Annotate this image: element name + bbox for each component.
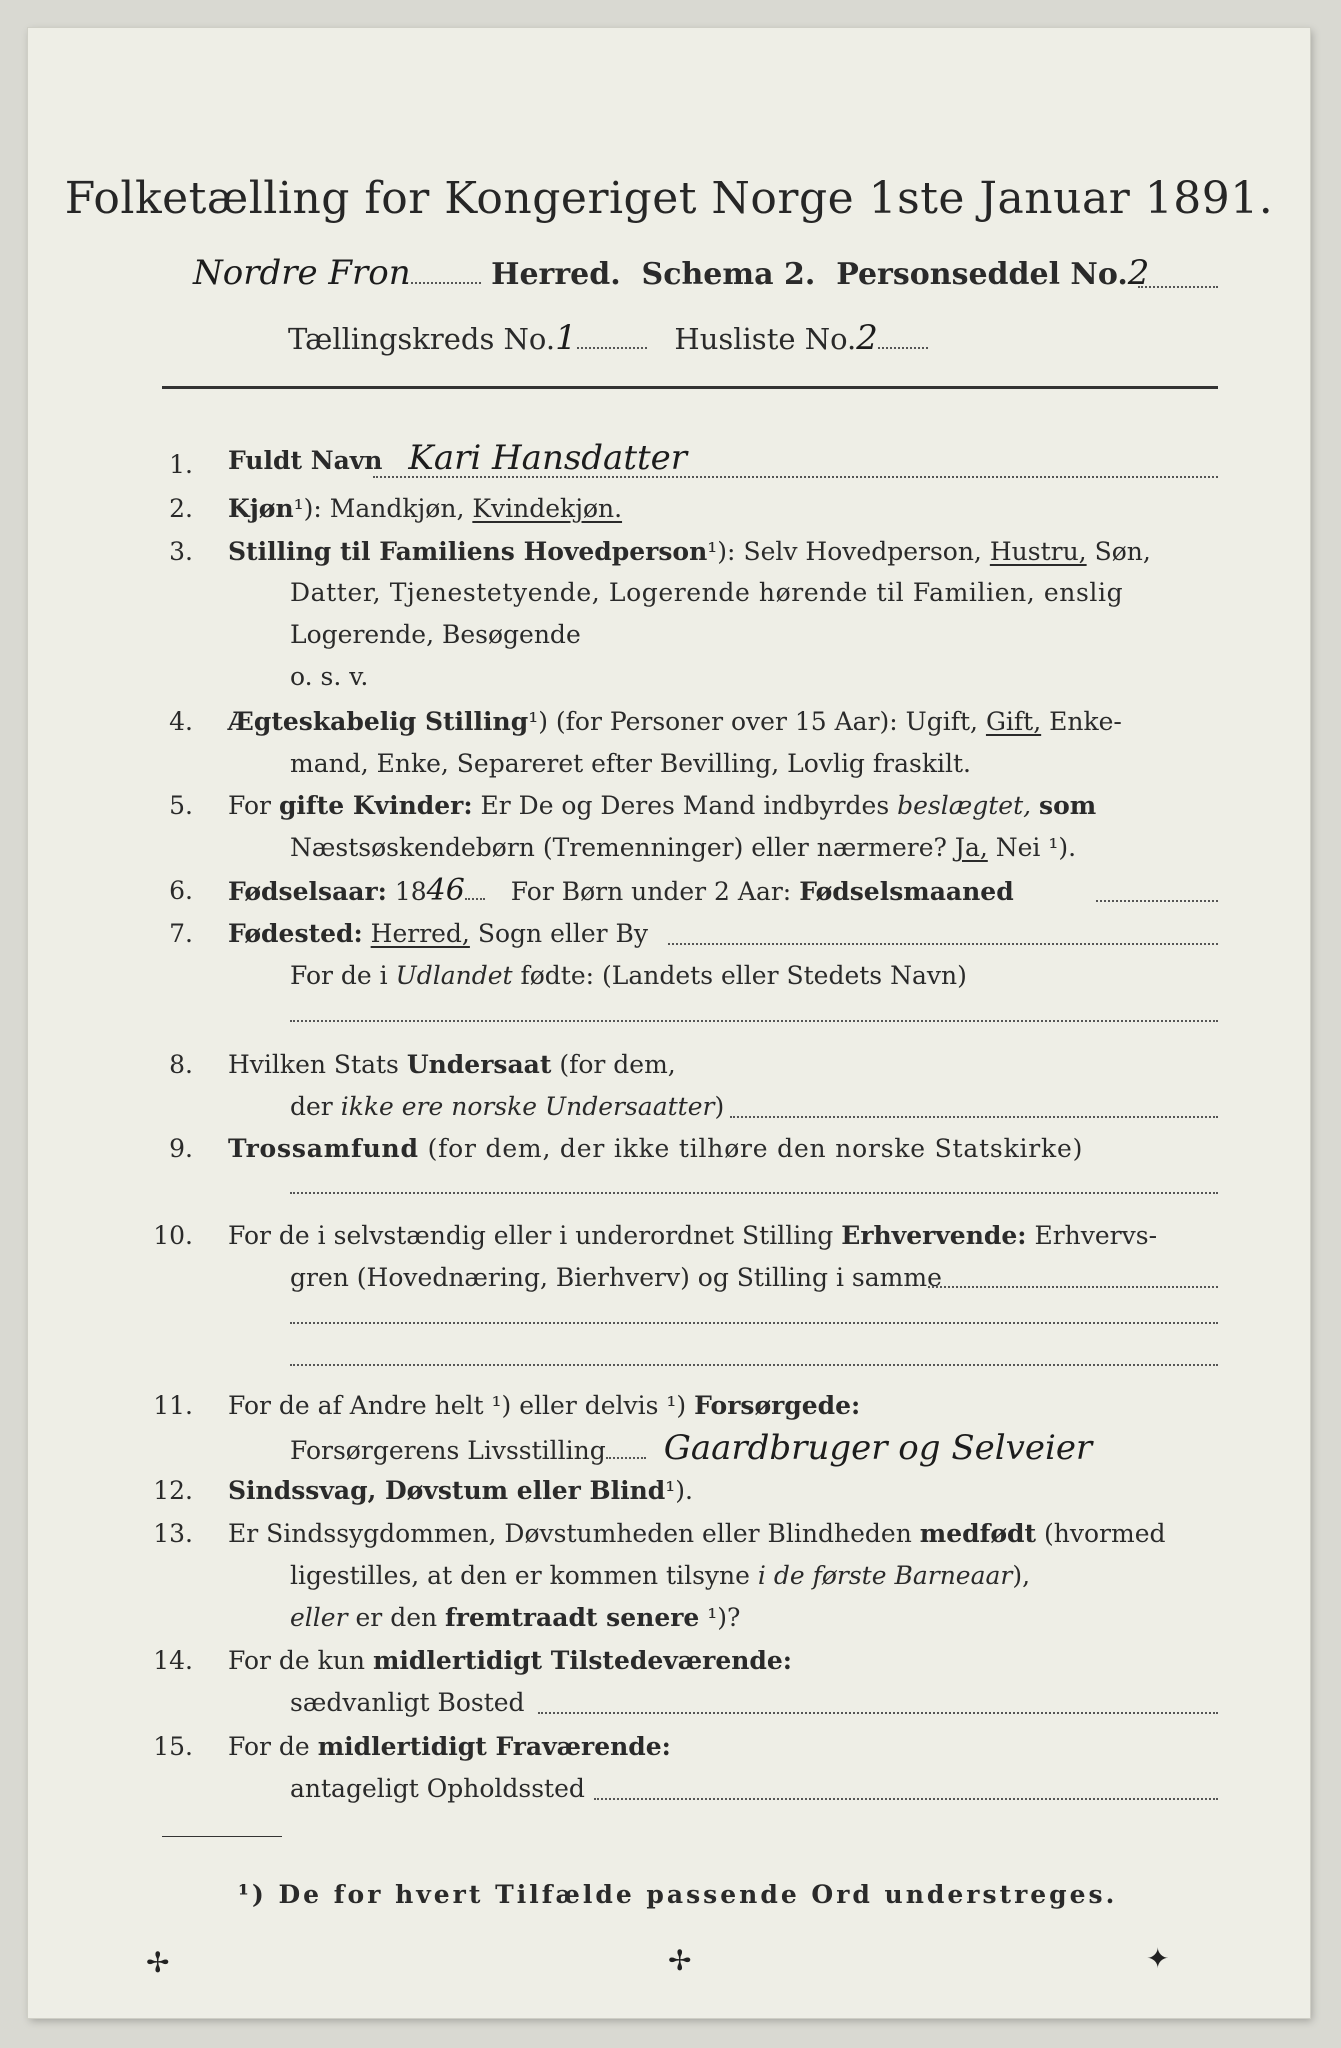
registration-mark-left-icon: ✢ bbox=[146, 1946, 170, 1979]
q5-line2-c: Nei ¹). bbox=[995, 833, 1077, 862]
q8-line2-a: der bbox=[290, 1092, 333, 1121]
q4-row bbox=[228, 707, 1122, 737]
q13-line3-b: er den bbox=[355, 1603, 438, 1632]
q3-text-a: Selv Hovedperson, bbox=[743, 537, 982, 566]
q13-text-b: (hvormed bbox=[1044, 1519, 1166, 1548]
q7-opt-a: Herred, bbox=[370, 919, 470, 948]
registration-mark-right-icon: ✦ bbox=[1146, 1942, 1170, 1975]
q3-row bbox=[228, 537, 1151, 567]
q5-row bbox=[228, 791, 1096, 821]
q4-label: Ægteskabelig Stilling bbox=[228, 707, 529, 736]
husliste-dots bbox=[878, 347, 928, 349]
q2-row bbox=[228, 494, 622, 524]
q11-number: 11. bbox=[153, 1391, 193, 1420]
personseddel-label: Personseddel No. bbox=[836, 257, 1128, 292]
q1-label: Fuldt Navn bbox=[228, 446, 383, 475]
census-form bbox=[28, 28, 1310, 2018]
q7-blank-dots bbox=[290, 1020, 1218, 1022]
q6-row bbox=[228, 873, 1014, 908]
q6-prefix: 18 bbox=[394, 877, 427, 906]
q10-text-b: Erhvervs- bbox=[1034, 1221, 1158, 1250]
kreds-dots bbox=[577, 347, 647, 349]
q2-sup: ¹): bbox=[293, 494, 322, 523]
q8-row bbox=[228, 1050, 676, 1080]
q2-label: Kjøn bbox=[228, 494, 294, 523]
q3-label: Stilling til Familiens Hovedperson bbox=[228, 537, 708, 566]
q4-text-b: Gift, bbox=[985, 707, 1042, 736]
q7-line2 bbox=[290, 961, 967, 991]
q11-line2-text: Forsørgerens Livsstilling bbox=[290, 1436, 606, 1465]
q5-text-a: For bbox=[228, 791, 271, 820]
q2-opt-a: Mandkjøn, bbox=[329, 494, 465, 523]
q14-dots bbox=[538, 1712, 1218, 1714]
q7-text-a: Sogn eller By bbox=[477, 919, 649, 948]
q9-row bbox=[228, 1134, 1083, 1164]
personseddel-dots bbox=[1138, 286, 1218, 288]
kreds-value: 1 bbox=[555, 318, 577, 358]
q13-label: medfødt bbox=[919, 1519, 1037, 1548]
q13-line2-c: ), bbox=[1012, 1561, 1031, 1590]
q11-line2 bbox=[290, 1428, 1093, 1468]
q14-text-a: For de kun bbox=[228, 1646, 366, 1675]
q4-number: 4. bbox=[169, 707, 193, 736]
q7-number: 7. bbox=[169, 919, 193, 948]
q12-number: 12. bbox=[153, 1476, 193, 1505]
form-title: Folketælling for Kongeriget Norge 1ste Januar 1891. bbox=[64, 173, 1274, 224]
footnote: ¹) De for hvert Tilfælde passende Ord understreges. bbox=[238, 1880, 1118, 1909]
q13-row bbox=[228, 1519, 1166, 1549]
q15-label: midlertidigt Fraværende: bbox=[317, 1732, 671, 1761]
q5-label: gifte Kvinder: bbox=[278, 791, 473, 820]
q5-number: 5. bbox=[169, 791, 193, 820]
q10-dots-2 bbox=[290, 1322, 1218, 1324]
herred-label: Herred. bbox=[491, 257, 621, 292]
q13-line3 bbox=[290, 1603, 740, 1633]
q9-label: Trossamfund bbox=[228, 1134, 419, 1163]
q8-label: Undersaat bbox=[406, 1050, 552, 1079]
q13-line2-b: i de første Barneaar bbox=[757, 1561, 1013, 1590]
q11-label: Forsørgede: bbox=[694, 1391, 861, 1420]
q1-number: 1. bbox=[169, 450, 193, 479]
q7-row bbox=[228, 919, 648, 949]
q10-line2: gren (Hovednæring, Bierhverv) og Stilling i samme bbox=[290, 1263, 942, 1292]
kreds-row bbox=[288, 318, 928, 358]
registration-mark-center-icon: ✢ bbox=[668, 1944, 692, 1977]
herred-row bbox=[193, 253, 1149, 293]
q4-text-a: ¹) (for Personer over 15 Aar): Ugift, bbox=[528, 707, 978, 736]
q8-number: 8. bbox=[169, 1050, 193, 1079]
q6-number: 6. bbox=[169, 876, 193, 905]
q3-text-b: Hustru, bbox=[989, 537, 1087, 566]
q13-line3-d: ¹)? bbox=[707, 1603, 741, 1632]
q3-number: 3. bbox=[169, 537, 193, 566]
q12-label: Sindssvag, Døvstum eller Blind bbox=[228, 1476, 666, 1505]
q8-line2: der ikke ere norske Undersaatter) bbox=[290, 1092, 725, 1121]
q15-number: 15. bbox=[153, 1732, 193, 1761]
q6-month-dots bbox=[1096, 900, 1218, 902]
q11-dots bbox=[606, 1457, 646, 1459]
husliste-value: 2 bbox=[856, 318, 878, 358]
q7-line2-c: fødte: (Landets eller Stedets Navn) bbox=[520, 961, 967, 990]
q10-number: 10. bbox=[153, 1221, 193, 1250]
q7-line2-a: For de i bbox=[290, 961, 388, 990]
q11-text-a: For de af Andre helt ¹) eller delvis ¹) bbox=[228, 1391, 687, 1420]
q3-line3: Logerende, Besøgende bbox=[290, 620, 581, 649]
q6-label-b: Fødselsmaaned bbox=[799, 877, 1014, 906]
q6-text-b: For Børn under 2 Aar: bbox=[510, 877, 792, 906]
schema-label: Schema 2. bbox=[641, 257, 816, 292]
q14-label: midlertidigt Tilstedeværende: bbox=[372, 1646, 793, 1675]
q13-line3-a: eller bbox=[290, 1603, 348, 1632]
q15-dots bbox=[594, 1798, 1218, 1800]
q9-dots bbox=[290, 1192, 1218, 1194]
footnote-rule bbox=[162, 1836, 282, 1837]
herred-dots bbox=[411, 282, 481, 284]
q9-number: 9. bbox=[169, 1134, 193, 1163]
q4-text-c: Enke- bbox=[1049, 707, 1122, 736]
q10-text-a: For de i selvstændig eller i underordnet Stilling bbox=[228, 1221, 834, 1250]
q14-number: 14. bbox=[153, 1646, 193, 1675]
q8-text-b: (for dem, bbox=[559, 1050, 676, 1079]
q11-row bbox=[228, 1391, 860, 1421]
q8-text-a: Hvilken Stats bbox=[228, 1050, 399, 1079]
personseddel-value: 2 bbox=[1127, 253, 1150, 293]
q13-line2 bbox=[290, 1561, 1030, 1591]
q5-text-b: Er De og Deres Mand indbyrdes bbox=[480, 791, 890, 820]
q5-line2-b: Ja, bbox=[954, 833, 988, 862]
q2-opt-b: Kvindekjøn. bbox=[472, 494, 623, 523]
q7-dots bbox=[668, 943, 1218, 945]
q1-row bbox=[228, 438, 688, 478]
q14-row bbox=[228, 1646, 792, 1676]
q15-row bbox=[228, 1732, 671, 1762]
q3-text-c: Søn, bbox=[1094, 537, 1151, 566]
q3-line4: o. s. v. bbox=[290, 662, 369, 691]
q6-label: Fødselsaar: bbox=[228, 877, 387, 906]
q10-dots-1 bbox=[928, 1286, 1218, 1288]
q14-line2: sædvanligt Bosted bbox=[290, 1688, 525, 1717]
q10-label: Erhvervende: bbox=[841, 1221, 1027, 1250]
q5-text-c: beslægtet, bbox=[897, 791, 1032, 820]
q9-text-a: (for dem, der ikke tilhøre den norske Statskirke) bbox=[427, 1134, 1084, 1163]
q15-line2: antageligt Opholdssted bbox=[290, 1774, 585, 1803]
q6-value: 46 bbox=[426, 873, 465, 908]
q11-value: Gaardbruger og Selveier bbox=[663, 1428, 1093, 1468]
header-rule bbox=[162, 386, 1218, 389]
herred-value: Nordre Fron bbox=[193, 253, 411, 293]
q4-line2: mand, Enke, Separeret efter Bevilling, Lovlig fraskilt. bbox=[290, 749, 971, 778]
q12-row bbox=[228, 1476, 693, 1506]
q2-number: 2. bbox=[169, 494, 193, 523]
q13-number: 13. bbox=[153, 1519, 193, 1548]
q12-sup: ¹). bbox=[665, 1476, 694, 1505]
q13-text-a: Er Sindssygdommen, Døvstumheden eller Blindheden bbox=[228, 1519, 912, 1548]
q6-dots bbox=[465, 898, 485, 900]
q5-line2 bbox=[290, 833, 1076, 863]
husliste-label: Husliste No. bbox=[674, 322, 857, 356]
q15-text-a: For de bbox=[228, 1732, 310, 1761]
q10-row bbox=[228, 1221, 1157, 1251]
q7-line2-b: Udlandet bbox=[395, 961, 513, 990]
q1-value: Kari Hansdatter bbox=[408, 438, 688, 478]
q3-sup: ¹): bbox=[707, 537, 736, 566]
q7-label: Fødested: bbox=[228, 919, 363, 948]
kreds-label: Tællingskreds No. bbox=[288, 322, 556, 356]
q5-line2-a: Næstsøskendebørn (Tremenninger) eller nærmere? bbox=[290, 833, 947, 862]
q1-dots bbox=[373, 476, 1218, 478]
q8-line2-b: ikke ere norske Undersaatter bbox=[340, 1092, 715, 1121]
q8-dots bbox=[730, 1116, 1218, 1118]
q10-dots-3 bbox=[290, 1364, 1218, 1366]
q13-line2-a: ligestilles, at den er kommen tilsyne bbox=[290, 1561, 750, 1590]
q5-text-d: som bbox=[1039, 791, 1097, 820]
q13-line3-c: fremtraadt senere bbox=[445, 1603, 700, 1632]
q3-line2: Datter, Tjenestetyende, Logerende hørende til Familien, enslig bbox=[290, 578, 1124, 607]
